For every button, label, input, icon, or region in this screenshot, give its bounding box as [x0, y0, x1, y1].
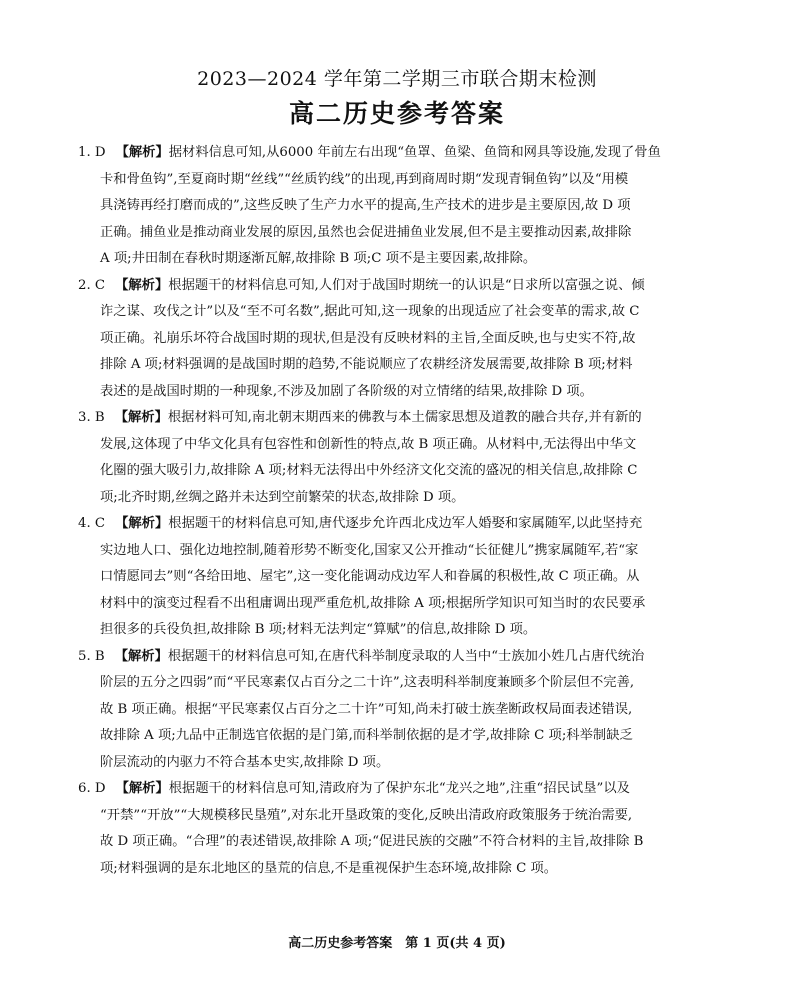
answer-line: 化圈的强大吸引力,故排除 A 项;材料无法得出中外经济文化交流的盛况的相关信息,故排除 C	[100, 463, 638, 478]
analysis-tag: 【解析】	[115, 145, 169, 160]
answer-number: 5. B	[78, 648, 105, 664]
answer-number: 6. D	[78, 781, 106, 796]
answer-line: 项;北齐时期,丝绸之路并未达到空前繁荣的状态,故排除 D 项。	[100, 489, 465, 505]
answer-line: 排除 A 项;材料强调的是战国时期的趋势,不能说顺应了农耕经济发展需要,故排除 B 项;材料	[100, 357, 633, 372]
answer-item-2	[78, 273, 712, 406]
analysis-tag: 【解析】	[114, 410, 168, 425]
answer-item-5	[78, 644, 712, 777]
answer-line: 卡和骨鱼钩”,至夏商时期“丝线”“丝质钓线”的出现,再到商周时期“发现青铜鱼钩”以及“用模	[100, 171, 629, 187]
answer-line: 据材料信息可知,从6000 年前左右出现“鱼罩、鱼梁、鱼筒和网具等设施,发现了骨鱼	[168, 145, 661, 160]
answer-number: 1. D	[78, 145, 106, 160]
answer-line: 故排除 A 项;九品中正制选官依据的是门第,而科举制依据的是才学,故排除 C 项;科举制缺乏	[100, 728, 633, 743]
answer-line: 项;材料强调的是东北地区的垦荒的信息,不是重视保护生态环境,故排除 C 项。	[100, 860, 558, 876]
answer-line: 担很多的兵役负担,故排除 B 项;材料无法判定“算赋”的信息,故排除 D 项。	[100, 622, 537, 637]
answer-line: 根据题干的材料信息可知,清政府为了保护东北“龙兴之地”,注重“招民试垦”以及	[168, 781, 630, 796]
answer-line: 项正确。礼崩乐坏符合战国时期的现状,但是没有反映材料的主旨,全面反映,也与史实不符,故	[100, 330, 636, 346]
answer-line: 根据题干的材料信息可知,唐代逐步允许西北戍边军人婚娶和家属随军,以此坚持充	[168, 516, 643, 531]
answer-line: 阶层流动的内驱力不符合基本史实,故排除 D 项。	[100, 754, 390, 770]
answer-item-1	[78, 140, 712, 273]
exam-title: 2023—2024 学年第二学期三市联合期末检测	[197, 68, 597, 90]
analysis-tag: 【解析】	[115, 277, 169, 293]
answer-line: 口情愿同去”则“各给田地、屋宅”,这一变化能调动戍边军人和眷属的积极性,故 C 项正确。从	[100, 569, 640, 584]
answer-item-3	[78, 405, 712, 511]
answer-number: 2. C	[78, 277, 106, 293]
answer-line: 诈之谋、攻伐之计”以及“至不可名数”,据此可知,这一现象的出现适应了社会变革的需求,故 C	[100, 304, 640, 319]
answer-line: A 项;井田制在春秋时期逐渐瓦解,故排除 B 项;C 项不是主要因素,故排除。	[100, 251, 537, 266]
page-footer: 高二历史参考答案 第 1 页(共 4 页)	[288, 936, 506, 951]
answer-line: “开禁”“开放”“大规模移民垦殖”,对东北开垦政策的变化,反映出清政府政策服务于统治需要,	[100, 807, 633, 823]
answer-item-6	[78, 776, 712, 882]
answer-line: 故 B 项正确。根据“平民寒素仅占百分之二十许”可知,尚未打破士族垄断政权局面表述错误,	[100, 701, 633, 717]
answer-line: 发展,这体现了中华文化具有包容性和创新性的特点,故 B 项正确。从材料中,无法得出中华文	[100, 436, 637, 452]
answer-line: 材料中的演变过程看不出租庸调出现严重危机,故排除 A 项;根据所学知识可知当时的农民要承	[100, 595, 646, 611]
answer-line: 根据题干的材料信息可知,人们对于战国时期统一的认识是“日求所以富强之说、倾	[168, 277, 645, 293]
document-subtitle: 高二历史参考答案	[288, 99, 505, 128]
answer-line: 具浇铸再经打磨而成的”,这些反映了生产力水平的提高,生产技术的进步是主要原因,故 D 项	[100, 198, 631, 213]
answer-item-4	[78, 511, 712, 644]
answer-number: 4. C	[78, 516, 106, 531]
answer-line: 正确。捕鱼业是推动商业发展的原因,虽然也会促进捕鱼业发展,但不是主要推动因素,故排除	[100, 224, 632, 240]
answer-line: 根据材料可知,南北朝末期西来的佛教与本土儒家思想及道教的融合共存,并有新的	[167, 410, 642, 425]
answer-line: 阶层的五分之四弱”而“平民寒素仅占百分之二十许”,这表明科举制度兼顾多个阶层但不完善,	[100, 675, 635, 690]
answer-line: 故 D 项正确。“合理”的表述错误,故排除 A 项;“促进民族的交融”不符合材料的主旨,故排除 B	[100, 834, 644, 849]
answer-line: 实边地人口、强化边地控制,随着形势不断变化,国家又公开推动“长征健儿”携家属随军,若“家	[100, 542, 639, 558]
analysis-tag: 【解析】	[115, 781, 169, 796]
analysis-tag: 【解析】	[115, 516, 169, 531]
answer-list	[78, 140, 712, 882]
analysis-tag: 【解析】	[114, 648, 168, 664]
answer-number: 3. B	[78, 410, 105, 425]
answer-line: 根据题干的材料信息可知,在唐代科举制度录取的人当中“士族加小姓几占唐代统治	[167, 648, 645, 664]
answer-line: 表述的是战国时期的一种现象,不涉及加剧了各阶级的对立情绪的结果,故排除 D 项。	[100, 383, 593, 399]
